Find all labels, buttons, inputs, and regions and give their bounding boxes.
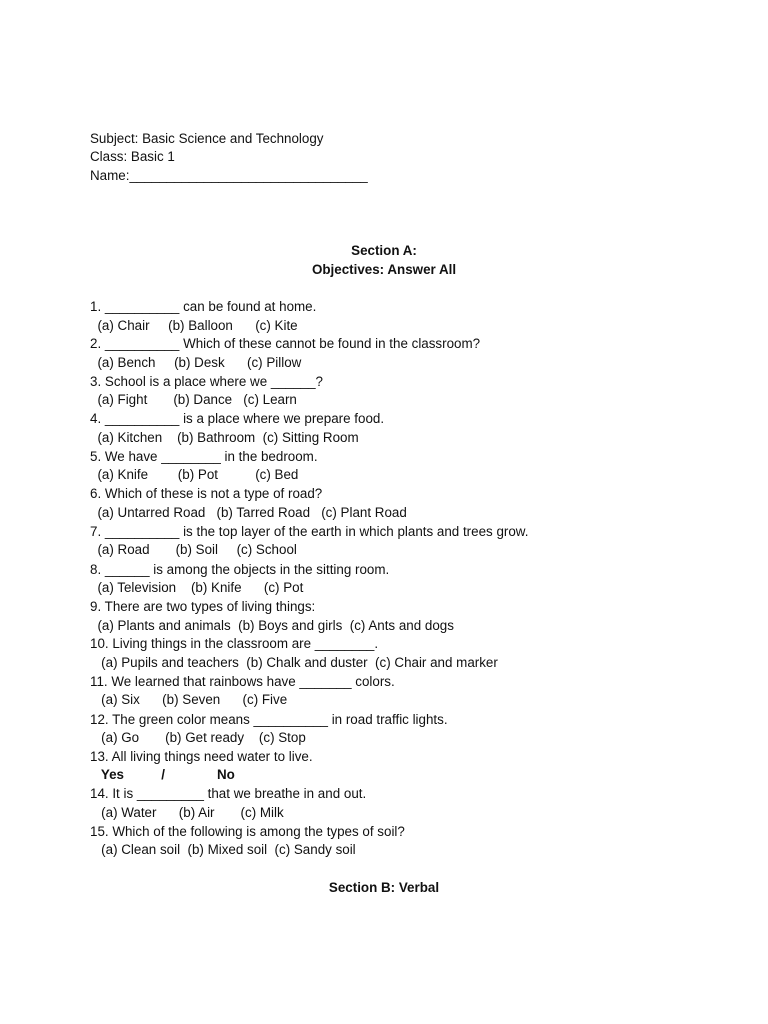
question-4-options: (a) Kitchen (b) Bathroom (c) Sitting Room <box>90 430 359 445</box>
question-5-options: (a) Knife (b) Pot (c) Bed <box>90 467 299 482</box>
question-14-options: (a) Water (b) Air (c) Milk <box>90 805 284 820</box>
question-8: 8. ______ is among the objects in the sitting room. <box>90 562 390 577</box>
question-6: 6. Which of these is not a type of road? <box>90 486 323 501</box>
question-11: 11. We learned that rainbows have _______ colors. <box>90 674 395 689</box>
name-line: Name:________________________________ <box>90 168 368 183</box>
question-8-options: (a) Television (b) Knife (c) Pot <box>90 580 304 595</box>
question-2: 2. __________ Which of these cannot be found in the classroom? <box>90 336 481 351</box>
question-10: 10. Living things in the classroom are ________. <box>90 636 379 651</box>
section-a-title: Section A: <box>351 243 417 258</box>
question-13: 13. All living things need water to live. <box>90 749 313 764</box>
question-3: 3. School is a place where we ______? <box>90 374 324 389</box>
question-15: 15. Which of the following is among the types of soil? <box>90 824 405 839</box>
question-5: 5. We have ________ in the bedroom. <box>90 449 318 464</box>
question-9: 9. There are two types of living things: <box>90 599 316 614</box>
question-13-options: Yes / No <box>90 767 235 782</box>
question-12-options: (a) Go (b) Get ready (c) Stop <box>90 730 306 745</box>
question-2-options: (a) Bench (b) Desk (c) Pillow <box>90 355 302 370</box>
question-9-options: (a) Plants and animals (b) Boys and girls (c) Ants and dogs <box>90 618 454 633</box>
question-4: 4. __________ is a place where we prepare food. <box>90 411 385 426</box>
question-3-options: (a) Fight (b) Dance (c) Learn <box>90 392 297 407</box>
question-7-options: (a) Road (b) Soil (c) School <box>90 542 297 557</box>
question-11-options: (a) Six (b) Seven (c) Five <box>90 692 288 707</box>
section-a-subtitle: Objectives: Answer All <box>311 262 457 277</box>
question-7: 7. __________ is the top layer of the earth in which plants and trees grow. <box>90 524 529 539</box>
question-1-options: (a) Chair (b) Balloon (c) Kite <box>90 318 298 333</box>
subject-line: Subject: Basic Science and Technology <box>90 131 324 146</box>
question-10-options: (a) Pupils and teachers (b) Chalk and duster (c) Chair and marker <box>90 655 498 670</box>
question-1: 1. __________ can be found at home. <box>90 299 317 314</box>
section-b-title: Section B: Verbal <box>328 880 440 895</box>
question-14: 14. It is _________ that we breathe in and out. <box>90 786 367 801</box>
question-15-options: (a) Clean soil (b) Mixed soil (c) Sandy soil <box>90 842 356 857</box>
question-6-options: (a) Untarred Road (b) Tarred Road (c) Plant Road <box>90 505 407 520</box>
class-line: Class: Basic 1 <box>90 149 175 164</box>
question-12: 12. The green color means __________ in road traffic lights. <box>90 712 448 727</box>
